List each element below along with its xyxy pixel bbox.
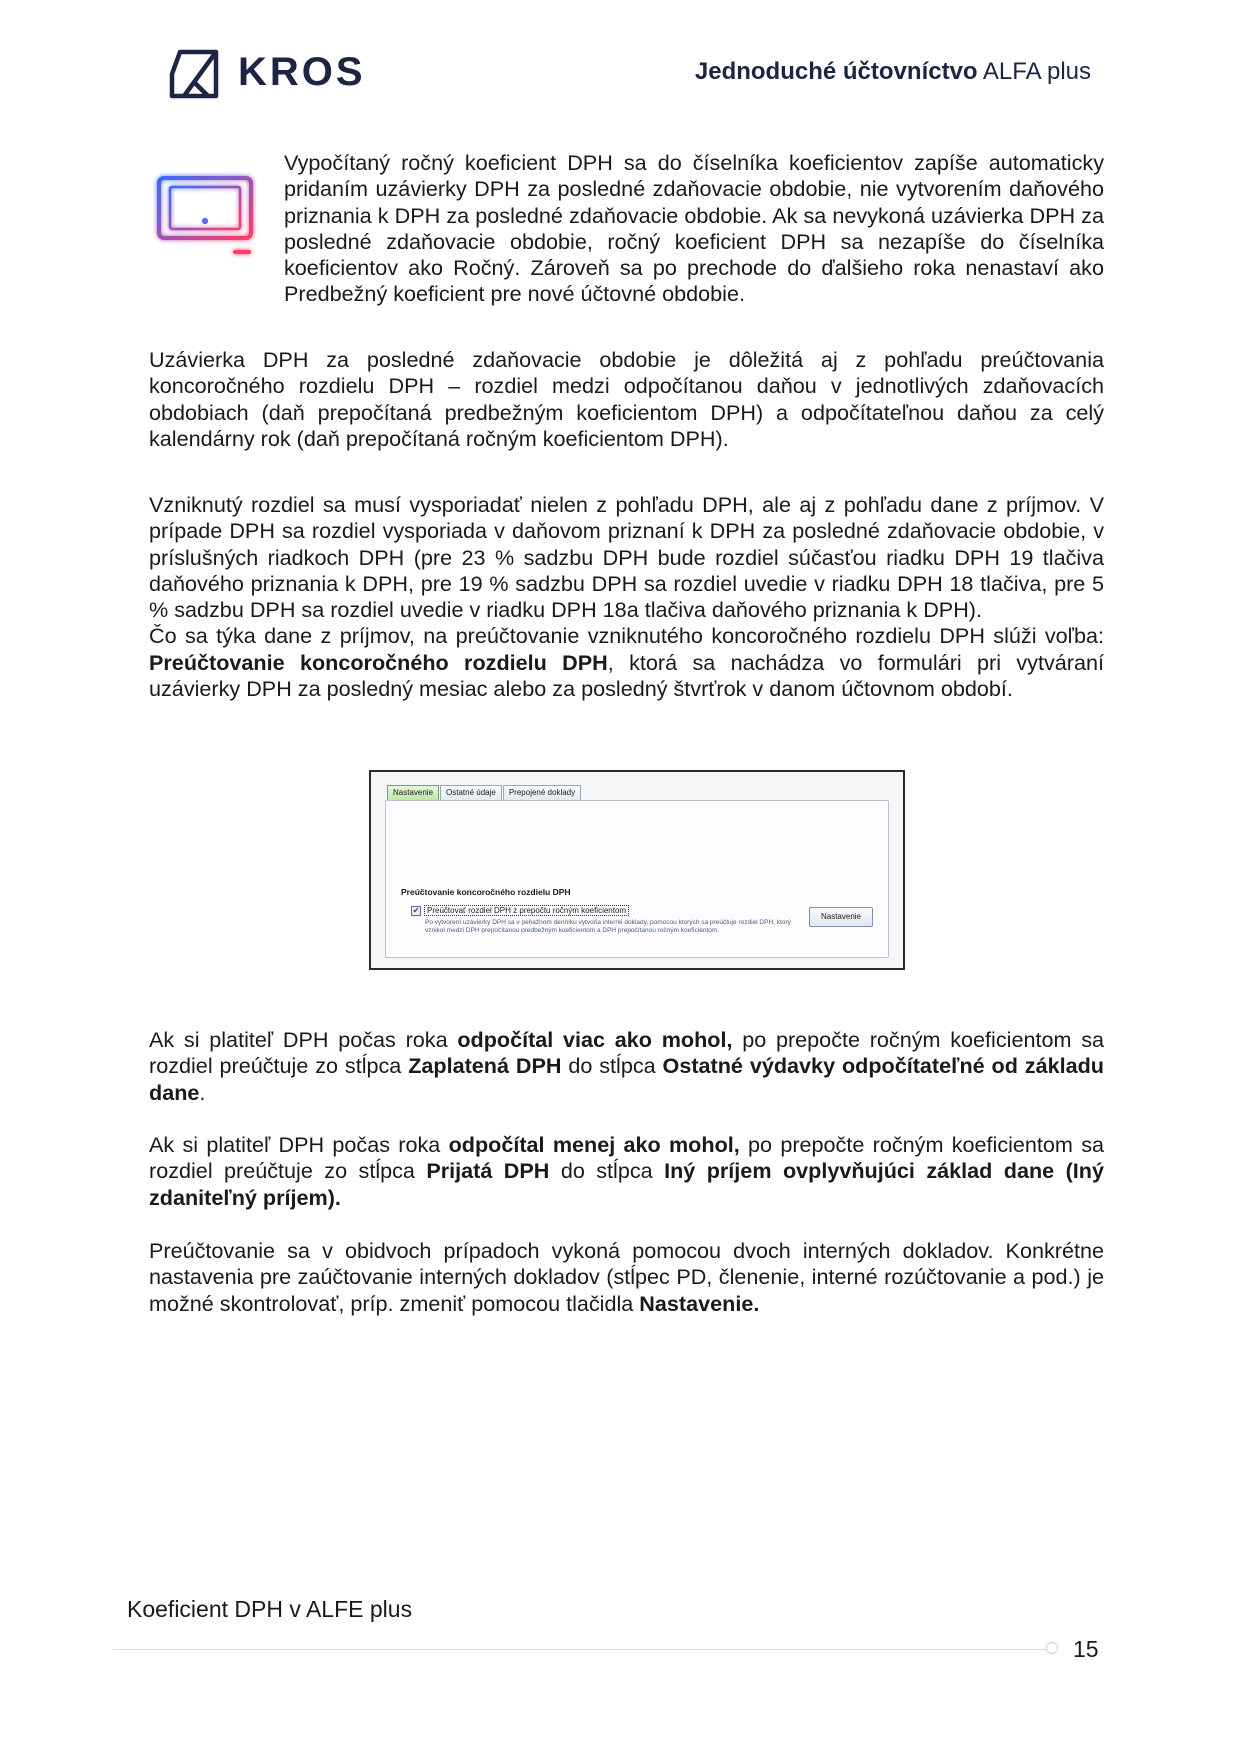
screenshot-section-label: Preúčtovanie koncoročného rozdielu DPH xyxy=(401,887,571,897)
screenshot-tabs xyxy=(387,785,582,801)
p3-d: Zaplatená DPH xyxy=(408,1053,562,1079)
paragraph-deducted-less xyxy=(149,1132,1104,1211)
header-title-rest: ALFA plus xyxy=(977,58,1091,85)
paragraph-difference-settlement xyxy=(149,492,1104,702)
footer-divider xyxy=(113,1649,1046,1650)
footer-document-title: Koeficient DPH v ALFE plus xyxy=(127,1596,413,1622)
paragraph2-bold-option: Preúčtovanie koncoročného rozdielu DPH xyxy=(149,649,608,675)
tab-prepojene-doklady[interactable]: Prepojené doklady xyxy=(503,785,581,801)
p3-f: Ostatné výdavky odpočítateľné od základu dane xyxy=(149,1053,1104,1105)
p4-e: do stĺpca xyxy=(549,1158,665,1184)
header-title-bold: Jednoduché účtovníctvo xyxy=(694,58,978,85)
page-number: 15 xyxy=(1073,1636,1099,1662)
p3-c: po prepočte ročným koeficientom sa rozdiel preúčtuje zo stĺpca xyxy=(149,1027,1104,1079)
paragraph-closing-importance: Uzávierka DPH za posledné zdaňovacie obdobie je dôležitá aj z pohľadu preúčtovania koncoročného rozdielu DPH – rozdiel medzi odpočítanou daňou v jednotlivých zdaňovacích obdobiach (daň prepočítaná predbežným koeficientom DPH) a odpočítateľnou daňou za celý kalendárny rok (daň prepočítaná ročným koeficientom DPH). xyxy=(149,347,1104,451)
p4-d: Prijatá DPH xyxy=(426,1158,550,1184)
paragraph-internal-documents xyxy=(149,1238,1104,1317)
p3-g: . xyxy=(199,1079,206,1105)
warning-note-text: Vypočítaný ročný koeficient DPH sa do číselníka koeficientov zapíše automaticky pridaním uzávierky DPH za posledné zdaňovacie obdobie, nie vytvorením daňového priznania k DPH za posledné zdaňovacie obdobie. Ak sa nevykoná uzávierka DPH za posledné zdaňovacie obdobie, ročný koeficient DPH sa nezapíše do číselníka koeficientov ako Ročný. Zároveň sa po prechode do ďalšieho roka nenastaví ako Predbežný koeficient pre nové účtovné obdobie. xyxy=(284,150,1104,307)
tab-ostatne-udaje[interactable]: Ostatné údaje xyxy=(440,785,502,801)
settings-screenshot xyxy=(369,770,905,970)
nastavenie-button[interactable]: Nastavenie xyxy=(809,907,873,927)
p4-b: odpočítal menej ako mohol, xyxy=(448,1132,740,1157)
p4-f: Iný príjem ovplyvňujúci základ dane (Iný zdaniteľný príjem). xyxy=(149,1158,1104,1210)
paragraph2-part2: Čo sa týka dane z príjmov, na preúčtovanie vzniknutého koncoročného rozdielu DPH slúži voľba: xyxy=(149,623,1104,649)
p5-b: Nastavenie. xyxy=(639,1290,760,1316)
p3-e: do stĺpca xyxy=(561,1053,663,1079)
paragraph-deducted-more xyxy=(149,1027,1104,1106)
p5-a: Preúčtovanie sa v obidvoch prípadoch vykoná pomocou dvoch interných dokladov. Konkrétne nastavenia pre zaúčtovanie interných dokladov (stĺpec PD, členenie, interné rozúčtovanie a pod.) je možné skontrolovať, príp. zmeniť pomocou tlačidla xyxy=(149,1238,1104,1316)
reallocation-checkbox-row[interactable] xyxy=(411,905,629,916)
document-header-title xyxy=(695,58,1091,86)
p3-a: Ak si platiteľ DPH počas roka xyxy=(149,1027,458,1052)
monitor-warning-icon xyxy=(153,172,257,260)
kros-logo-mark-icon xyxy=(168,48,220,100)
paragraph2-part1: Vzniknutý rozdiel sa musí vysporiadať nielen z pohľadu DPH, ale aj z pohľadu dane z príjmov. V prípade DPH sa rozdiel vysporiada v daňovom priznaní k DPH za posledné zdaňovacie obdobie, v príslušných riadkoch DPH (pre 23 % sadzbu DPH bude rozdiel súčasťou riadku DPH 19 tlačiva daňového priznania k DPH, pre 19 % sadzbu DPH sa rozdiel uvedie v riadku DPH 18 tlačiva, pre 5 % sadzbu DPH sa rozdiel uvedie v riadku DPH 18a tlačiva daňového priznania k DPH). xyxy=(149,492,1104,623)
reallocation-checkbox-description: Po vytvorení uzávierky DPH sa v peňažnom denníku vytvoria interné doklady, pomocou ktorých sa preúčtuje rozdiel DPH, ktorý vznikol medzi DPH prepočítanou predbežným koeficientom a DPH prepočítanou ročným koeficientom. xyxy=(425,919,791,934)
logo-text: KROS xyxy=(238,50,366,94)
p4-a: Ak si platiteľ DPH počas roka xyxy=(149,1132,449,1157)
reallocation-checkbox-label[interactable]: Preúčtovať rozdiel DPH z prepočtu ročným koeficientom xyxy=(424,905,629,916)
reallocation-checkbox[interactable]: ✔ xyxy=(412,905,420,915)
paragraph2-part3: , ktorá sa nachádza vo formulári pri vytváraní uzávierky DPH za posledný mesiac alebo za posledný štvrťrok v danom účtovnom období. xyxy=(149,649,1104,702)
kros-logo xyxy=(168,48,373,100)
p3-b: odpočítal viac ako mohol, xyxy=(457,1027,733,1052)
p4-c: po prepočte ročným koeficientom sa rozdiel preúčtuje zo stĺpca xyxy=(149,1132,1105,1184)
footer-dot-icon xyxy=(1046,1642,1058,1654)
tab-nastavenie[interactable]: Nastavenie xyxy=(387,785,439,801)
